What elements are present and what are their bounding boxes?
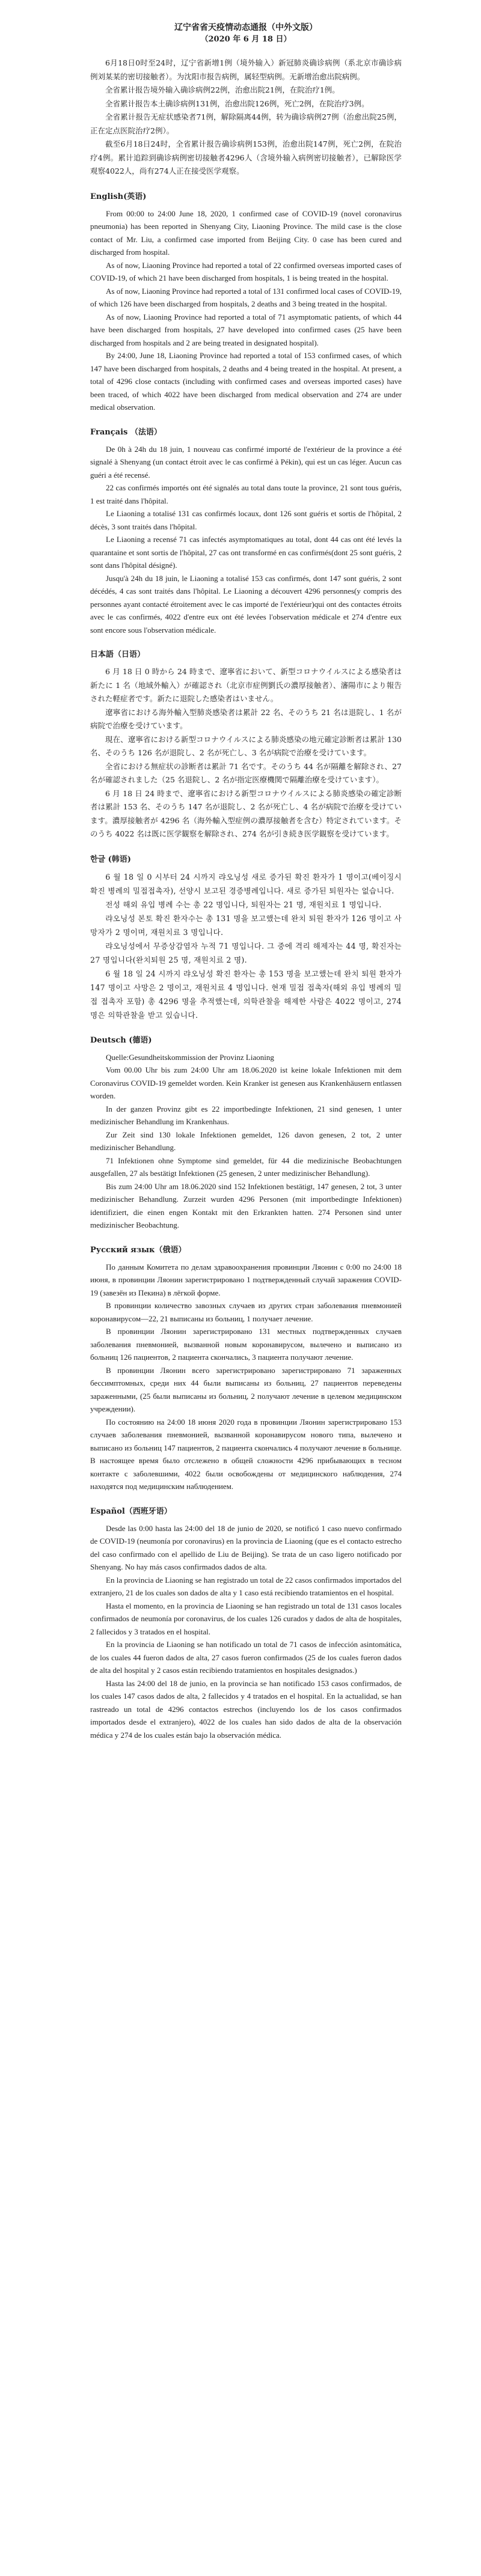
paragraph: Hasta el momento, en la provincia de Liaoning se han registrado un total de 131 casos locales confirmados de neumonía por coronavirus, de los cuales 126 curados y dados de alta de hospitales, 2 fallecidos y 3 tratados en el hospital. xyxy=(90,1601,402,1636)
paragraph: 6 월 18 일 24 시까지 랴오닝성 확진 환자는 총 153 명을 보고했는데 완치 퇴원 환자가 147 명이고 사망은 2 명이고, 재원치료 4 명입니다. 현재 밀접 접촉자(해외 유입 병례의 밀접 접촉자 포함) 총 4296 명을 추적했는데, 의학관찰을 해제한 사람은 4022 명이고, 274 명은 의학관찰을 받고 있습니다. xyxy=(90,969,402,1020)
section-heading: 日本語（日语） xyxy=(90,650,146,659)
section-japanese xyxy=(90,648,402,841)
section-german xyxy=(90,1034,402,1232)
paragraph: Zur Zeit sind 130 lokale Infektionen gemeldet, 126 davon genesen, 2 tot, 2 unter medizinischer Behandlung. xyxy=(90,1130,402,1152)
paragraph: 6月18日0时至24时，辽宁省新增1例（境外输入）新冠肺炎确诊病例（系北京市确诊病例刘某某的密切接触者）。为沈阳市报告病例，属轻型病例。无新增治愈出院病例。 xyxy=(90,58,402,81)
section-heading: Français （法语） xyxy=(90,427,162,437)
paragraph: By 24:00, June 18, Liaoning Province had reported a total of 153 confirmed cases, of which 147 have been discharged from hospitals, 2 deaths and 4 being treated in the hospital. At present, a total of 4296 close contacts (including with confirmed cases and overseas imported cases) have been traced, of which 4022 have been discharged from medical observation and 274 are under medical observation. xyxy=(90,351,402,412)
paragraph: Bis zum 24:00 Uhr am 18.06.2020 sind 152 Infektionen bestätigt, 147 genesen, 2 tot, 3 unter medizinischer Behandlung. Zurzeit wurden 4296 Personen (mit importbedingte Infektionen) identifiziert, die einen engen Kontakt mit den Erkrankten hatten. 274 Personen sind unter medizinischer Beobachtung. xyxy=(90,1181,402,1229)
paragraph: В провинции Ляонин всего зарегистрировано зарегистрировано 71 зараженных бессимптомных, среди них 44 были выписаны из больниц, 27 пациентов переведены зараженными, (25 были выписаны из больниц, 2 получают лечение в целевом медицинском учреждении). xyxy=(90,1365,402,1413)
paragraph: As of now, Liaoning Province had reported a total of 131 confirmed local cases of COVID-19, of which 126 have been discharged from hospitals, 2 deaths and 3 being treated in the hospital. xyxy=(90,286,402,308)
paragraph: 截至6月18日24时，全省累计报告确诊病例153例，治愈出院147例，死亡2例，在院治疗4例。累计追踪到确诊病例密切接触者4296人（含境外输入病例密切接触者），已解除医学观察4022人，尚有274人正在接受医学观察。 xyxy=(90,139,402,175)
paragraph: 全省における無症状の診断者は累計 71 名です。そのうち 44 名が隔離を解除され、27 名が確認されました（25 名退院し、2 名が指定医療機関で隔離治療を受けています）。 xyxy=(90,761,402,784)
section-spanish xyxy=(90,1505,402,1742)
paragraph: Hasta las 24:00 del 18 de junio, en la provincia se han notificado 153 casos confirmados, de los cuales 147 casos dados de alta, 2 fallecidos y 4 tratados en el hospital. En la actualidad, se han rastreado un total de 4296 contactos estrechos (incluyendo los de los casos confirmados importados desde el extranjero), 4022 de los cuales han sido dados de alta de la observación médica y 274 de los cuales están bajo la observación médica. xyxy=(90,1678,402,1740)
section-english xyxy=(90,190,402,414)
paragraph: 遼寧省における海外輸入型肺炎感染者は累計 22 名、そのうち 21 名は退院し、1 名が病院で治療を受けています。 xyxy=(90,707,402,730)
paragraph: 全省累计报告无症状感染者71例，解除隔离44例，转为确诊病例27例（治愈出院25例，正在定点医院治疗2例）。 xyxy=(90,112,402,135)
paragraph: En la provincia de Liaoning se han notificado un total de 71 casos de infección asintomática, de los cuales 44 fueron dados de alta, 27 casos fueron confirmados (25 de los cuales fueron dados de alta del hospital y 2 casos están recibiendo tratamientos en hospitales designados.) xyxy=(90,1640,402,1675)
section-russian xyxy=(90,1244,402,1493)
paragraph: 랴오닝성에서 무증상감염자 누적 71 명입니다. 그 중에 격리 해제자는 44 명, 확진자는 27 명입니다(완치퇴원 25 명, 재원치료 2 명). xyxy=(90,941,402,964)
section-heading: Español（西班牙语） xyxy=(90,1506,172,1516)
paragraph: 랴오닝성 본토 확진 환자수는 총 131 명을 보고했는데 완치 퇴원 환자가 126 명이고 사망자가 2 명이며, 재원치료 3 명입니다. xyxy=(90,913,402,937)
paragraph: In der ganzen Provinz gibt es 22 importbedingte Infektionen, 21 sind genesen, 1 unter medizinischer Behandlung im Krankenhaus. xyxy=(90,1104,402,1126)
paragraph: From 00:00 to 24:00 June 18, 2020, 1 confirmed case of COVID-19 (novel coronavirus pneumonia) has been reported in Shenyang City, Liaoning Province. The mild case is the close contact of Mr. Liu, a confirmed case imported from Beijing City. 0 case has been cured and discharged from hospital. xyxy=(90,209,402,257)
paragraph: 6 월 18 일 0 시부터 24 시까지 랴오닝성 새로 증가된 확진 환자가 1 명이고(베이징시 확진 병례의 밀접접촉자), 선양시 보고된 경증병례입니다. 새로 증가된 퇴원자는 없습니다. xyxy=(90,872,402,895)
section-heading: Русский язык（俄语） xyxy=(90,1245,186,1255)
paragraph: En la provincia de Liaoning se han registrado un total de 22 casos confirmados importados del extranjero, 21 de los cuales son dados de alta y 1 caso está recibiendo tratamientos en el hospital. xyxy=(90,1575,402,1597)
paragraph: 全省累计报告境外输入确诊病例22例，治愈出院21例，在院治疗1例。 xyxy=(105,85,340,94)
paragraph: В провинции Ляонин зарегистрировано 131 местных подтвержденных случаев заболевания пневмонией, вызванной новым коронавирусом, вылечено и выписано из больниц 126 пациентов, 2 пациента скончались, 3 пациента получают лечение. xyxy=(90,1327,402,1362)
section-french xyxy=(90,426,402,637)
paragraph: 現在、遼寧省における新型コロナウイルスによる肺炎感染の地元確定診断者は累計 130 名、そのうち 126 名が退院し、2 名が死亡し、3 名が病院で治療を受けています。 xyxy=(90,734,402,757)
paragraph: По состоянию на 24:00 18 июня 2020 года в провинции Ляонин зарегистрировано 153 случаев заболевания пневмонией, вызванной коронавирусом нового типа, вылечено и выписано из больниц 147 пациентов, 2 пациента скончались 4 получают лечение в больнице. В настоящее время было отслежено в общей сложности 4296 прибывающих в тесном контакте с заболевшими, 4022 были освобождены от медицинского наблюдения, 274 находятся под медицинским наблюдением. xyxy=(90,1417,402,1491)
section-heading: Deutsch (德语) xyxy=(90,1035,152,1045)
paragraph: 全省累计报告本土确诊病例131例，治愈出院126例，死亡2例，在院治疗3例。 xyxy=(105,99,369,108)
paragraph: 6 月 18 日 0 時から 24 時まで、遼寧省において、新型コロナウイルスによる感染者は新たに 1 名（地域外輸入）が確認され（北京市症例劉氏の濃厚接触者）、瀋陽市により報告された軽症者です。新たに退院した感染者はいません。 xyxy=(90,667,402,703)
paragraph: 71 Infektionen ohne Symptome sind gemeldet, für 44 die medizinische Beobachtungen ausgefallen, 27 als bestätigt Infektionen (25 genesen, 2 unter medizinischer Behandlung). xyxy=(90,1156,402,1178)
paragraph: De 0h à 24h du 18 juin, 1 nouveau cas confirmé importé de l'extérieur de la province a été signalé à Shenyang (un contact étroit avec le cas confirmé à Pékin), qui est un cas léger. Aucun cas guéri a été recensé. xyxy=(90,444,402,480)
paragraph: По данным Комитета по делам здравоохранения провинции Ляонин с 0:00 по 24:00 18 июня, в провинции Ляонин зарегистрировано 1 подтвержденный случай заражения COVID-19 (завезён из Пекина) в лёгкой форме. xyxy=(90,1262,402,1297)
paragraph: Le Liaoning a recensé 71 cas infectés asymptomatiques au total, dont 44 cas ont été levés la quarantaine et sont sortis de l'hôpital, 27 cas ont transformé en cas confirmés(dont 25 sont guéris, 2 sont dans l'hôpital désigné). xyxy=(90,535,402,570)
paragraph: 22 cas confirmés importés ont été signalés au total dans toute la province, 21 sont tous guéris, 1 est traité dans l'hôpital. xyxy=(90,483,402,505)
section-korean xyxy=(90,853,402,1022)
section-heading: English(英语) xyxy=(90,192,147,201)
document-title: 辽宁省省天疫情动态通报（中外文版） xyxy=(174,23,317,32)
paragraph: Vom 00.00 Uhr bis zum 24:00 Uhr am 18.06.2020 ist keine lokale Infektionen mit dem Coronavirus COVID-19 gemeldet worden. Kein Kranker ist genesen aus Krankenhäusern entlassen worden. xyxy=(90,1065,402,1100)
paragraph: Quelle:Gesundheitskommission der Provinz Liaoning xyxy=(106,1052,274,1062)
paragraph: Desde las 0:00 hasta las 24:00 del 18 de junio de 2020, se notificó 1 caso nuevo confirmado de COVID-19 (neumonía por coronavirus) en la provincia de Liaoning (que es el contacto estrecho del caso confirmado con el apellido de Liu de Beijing). Se trata de un caso ligero notificado por Shenyang. No hay más casos confirmados dados de alta. xyxy=(90,1523,402,1571)
paragraph: 전성 해외 유입 병례 수는 총 22 명입니다, 퇴원자는 21 명, 재원치료 1 명입니다. xyxy=(105,900,382,909)
paragraph: As of now, Liaoning Province had reported a total of 22 confirmed overseas imported cases of COVID-19, of which 21 have been discharged from hospitals, 1 is being treated in the hospital. xyxy=(90,260,402,282)
section-heading: 한글 (韩语) xyxy=(90,854,131,864)
paragraph: Le Liaoning a totalisé 131 cas confirmés locaux, dont 126 sont guéris et sortis de l'hôpital, 2 décès, 3 sont traités dans l'hôpital. xyxy=(90,509,402,531)
paragraph: В провинции количество завозных случаев из других стран заболевания пневмонией коронавирусом—22, 21 выписаны из больниц, 1 получает лечение. xyxy=(90,1301,402,1323)
paragraph: Jusqu'à 24h du 18 juin, le Liaoning a totalisé 153 cas confirmés, dont 147 sont guéris, 2 sont décédés, 4 cas sont traités dans l'hôpital. Le Liaoning a découvert 4296 personnes(y compris des personnes ayant contacté étroitement avec le cas importé de l'extérieur)qui ont des contactes étroits avec le cas confirmés, 4022 d'entre eux ont été levées l'observation médicale et 274 d'entre eux sont encore sous l'observation médicale. xyxy=(90,573,402,635)
document-date: （2020 年 6 月 18 日） xyxy=(200,35,292,44)
paragraph: As of now, Liaoning Province had reported a total of 71 asymptomatic patients, of which 44 have been discharged from hospitals, 27 have developed into confirmed cases (25 have been discharged from hospitals and 2 are being treated in designated hospital). xyxy=(90,312,402,347)
section-chinese xyxy=(90,56,402,178)
paragraph: 6 月 18 日 24 時まで、遼寧省における新型コロナウイルスによる肺炎感染の確定診断者は累計 153 名、そのうち 147 名が退院し、2 名が死亡し、4 名が病院で治療を受けています。濃厚接触者が 4296 名（海外輸入型症例の濃厚接触者を含む）特定されています。そのうち 4022 名は既に医学観察を解除され、274 名が引き続き医学観察を受けています。 xyxy=(90,788,402,838)
